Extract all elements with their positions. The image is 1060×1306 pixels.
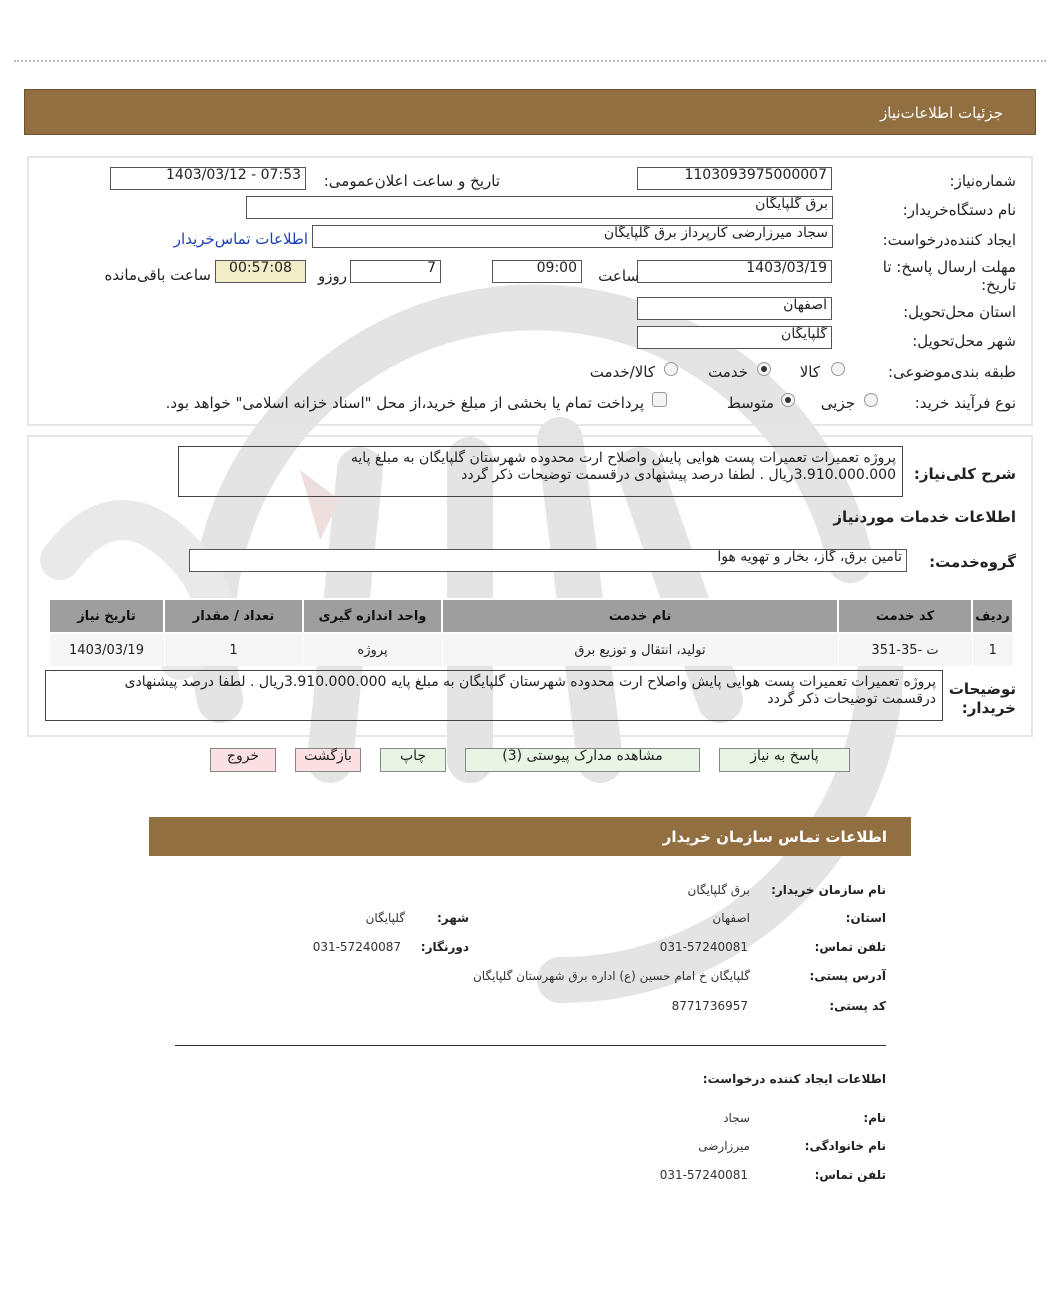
attachments-button[interactable]: مشاهده مدارک پیوستی (3) <box>465 748 700 772</box>
process-radio-medium[interactable] <box>781 393 795 407</box>
category-option-service: خدمت <box>708 363 748 381</box>
contact-divider <box>175 1045 886 1046</box>
days-field: 7 <box>350 260 441 283</box>
treasury-payment-checkbox[interactable] <box>652 392 667 407</box>
process-option-medium: متوسط <box>726 394 774 412</box>
col-row-number: ردیف <box>972 599 1013 633</box>
col-service-name: نام خدمت <box>442 599 838 633</box>
need-number-label: شماره‌نیاز: <box>949 172 1016 190</box>
services-table <box>48 598 1014 666</box>
category-radio-goods[interactable] <box>831 362 845 376</box>
org-name-label: نام سازمان خریدار: <box>771 883 886 897</box>
contact-address-value: گلپایگان خ امام حسین (ع) اداره برق شهرستان گلپایگان <box>472 969 750 983</box>
cell-row-number: 1 <box>972 633 1013 666</box>
deadline-time-field: 09:00 <box>492 260 582 283</box>
col-need-date: تاریخ نیاز <box>49 599 164 633</box>
category-radio-service[interactable] <box>757 362 771 376</box>
general-desc-line1: پروژه تعمیرات تعمیرات پست هوایی پایش واصلاح ارت محدوده شهرستان گلپایگان به مبلغ پایه <box>350 450 896 466</box>
province-field: اصفهان <box>637 297 832 320</box>
service-group-field: تامین برق، گاز، بخار و تهویه هوا <box>189 549 907 572</box>
announce-datetime-label: تاریخ و ساعت اعلان‌عمومی: <box>323 172 500 190</box>
contact-postal-label: کد پستی: <box>829 999 886 1013</box>
city-field: گلپایگان <box>637 326 832 349</box>
cell-service-name: تولید، انتقال و توزیع برق <box>442 633 838 666</box>
print-button[interactable]: چاپ <box>380 748 446 772</box>
cell-need-date: 1403/03/19 <box>49 633 164 666</box>
category-option-goods: کالا <box>799 363 820 381</box>
cell-quantity: 1 <box>164 633 303 666</box>
contact-fax-label: دورنگار: <box>420 940 469 954</box>
days-label: روزو <box>318 267 347 285</box>
contact-province-value: اصفهان <box>712 911 750 925</box>
general-desc-box <box>178 446 903 497</box>
contact-phone-label: تلفن تماس: <box>814 940 886 954</box>
requester-field: سجاد میرزارضی کارپرداز برق گلپایگان <box>312 225 833 248</box>
deadline-date-field: 1403/03/19 <box>637 260 832 283</box>
buyer-notes-box <box>45 670 943 721</box>
remaining-time-field: 00:57:08 <box>215 260 306 283</box>
category-option-goods-service: کالا/خدمت <box>589 363 655 381</box>
page-header <box>24 89 1036 135</box>
first-name-label: نام: <box>863 1111 886 1125</box>
buyer-notes-line2: درقسمت توضیحات ذکر گردد <box>767 691 936 707</box>
deadline-time-label: ساعت <box>598 267 639 285</box>
process-radio-minor[interactable] <box>864 393 878 407</box>
general-desc-label: شرح کلی‌نیاز: <box>913 465 1016 483</box>
treasury-payment-note: پرداخت تمام یا بخشی از مبلغ خرید،از محل "اسناد خزانه اسلامی" خواهد بود. <box>165 394 644 412</box>
city-label: شهر محل‌تحویل: <box>912 332 1016 350</box>
requester-phone-label: تلفن تماس: <box>814 1168 886 1182</box>
requester-label: ایجاد کننده‌درخواست: <box>882 231 1016 249</box>
col-quantity: تعداد / مقدار <box>164 599 303 633</box>
first-name-value: سجاد <box>723 1111 750 1125</box>
category-label: طبقه بندی‌موضوعی: <box>888 363 1016 381</box>
contact-city-value: گلپایگان <box>365 911 405 925</box>
table-header-row <box>49 599 1013 633</box>
announce-datetime-field: 1403/03/12 - 07:53 <box>110 167 306 190</box>
deadline-label: مهلت ارسال پاسخ: تا تاریخ: <box>882 258 1016 294</box>
buyer-contact-link[interactable]: اطلاعات تماس‌خریدار <box>173 230 308 248</box>
contact-fax-value: 031-57240087 <box>312 940 401 954</box>
general-desc-line2: 3.910.000.000ریال . لطفا درصد پیشنهادی درقسمت توضیحات ذکر گردد <box>461 467 896 483</box>
back-button[interactable]: بازگشت <box>295 748 361 772</box>
last-name-value: میرزارضی <box>698 1139 750 1153</box>
contact-address-label: آدرس پستی: <box>809 969 886 983</box>
remaining-label: ساعت باقی‌مانده <box>104 266 211 284</box>
top-divider <box>14 60 1046 62</box>
page-title: جزئیات اطلاعات‌نیاز <box>880 104 1003 122</box>
cell-unit: پروژه <box>303 633 442 666</box>
buyer-org-field: برق گلپایگان <box>246 196 833 219</box>
last-name-label: نام خانوادگی: <box>804 1139 886 1153</box>
exit-button[interactable]: خروج <box>210 748 276 772</box>
service-group-label: گروه‌خدمت: <box>929 553 1016 571</box>
contact-phone-value: 031-57240081 <box>659 940 748 954</box>
col-unit: واحد اندازه گیری <box>303 599 442 633</box>
cell-service-code: ت -35-351 <box>838 633 972 666</box>
buyer-notes-line1: پروژه تعمیرات تعمیرات پست هوایی پایش واصلاح ارت محدوده شهرستان گلپایگان به مبلغ پایه 3.910.000.000ریال . لطفا درصد پیشنهادی <box>124 674 936 690</box>
table-row <box>49 633 1013 666</box>
requester-phone-value: 031-57240081 <box>659 1168 748 1182</box>
process-option-minor: جزیی <box>820 394 855 412</box>
contact-title: اطلاعات تماس سازمان خریدار <box>662 828 887 846</box>
col-service-code: کد خدمت <box>838 599 972 633</box>
requester-info-title: اطلاعات ایجاد کننده درخواست: <box>702 1072 886 1086</box>
org-name-value: برق گلپایگان <box>687 883 750 897</box>
contact-province-label: استان: <box>845 911 886 925</box>
need-number-field: 1103093975000007 <box>637 167 832 190</box>
process-type-label: نوع فرآیند خرید: <box>914 394 1016 412</box>
buyer-notes-label: توضیحات خریدار: <box>948 680 1016 717</box>
reply-button[interactable]: پاسخ به نیاز <box>719 748 850 772</box>
contact-header <box>149 817 911 856</box>
services-info-heading: اطلاعات خدمات موردنیاز <box>833 508 1016 526</box>
province-label: استان محل‌تحویل: <box>903 303 1016 321</box>
category-radio-goods-service[interactable] <box>664 362 678 376</box>
buyer-org-label: نام دستگاه‌خریدار: <box>902 201 1016 219</box>
contact-city-label: شهر: <box>437 911 469 925</box>
contact-postal-value: 8771736957 <box>671 999 748 1013</box>
